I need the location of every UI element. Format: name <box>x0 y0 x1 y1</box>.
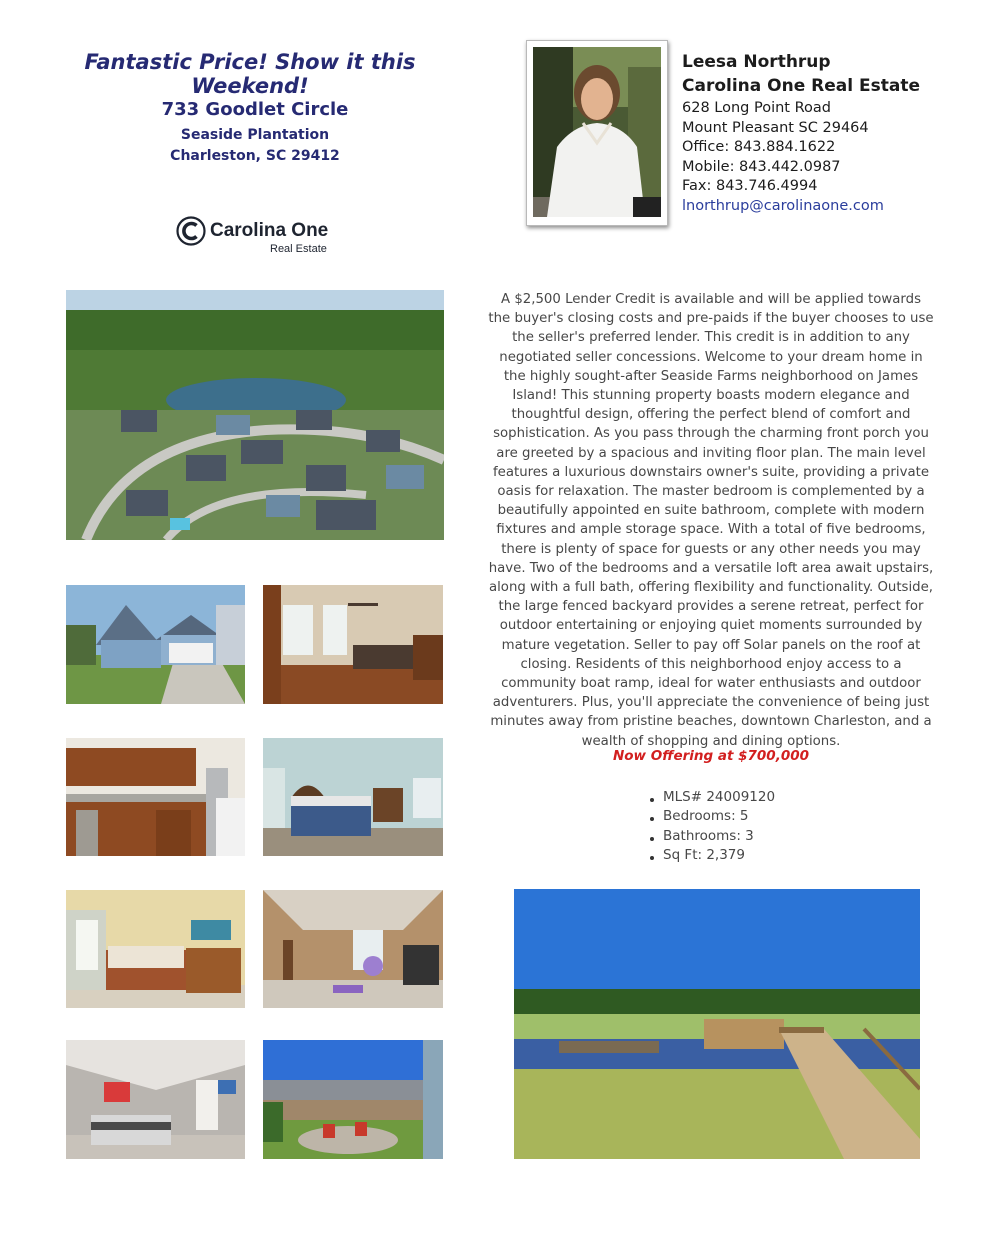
logo-subtitle: Real Estate <box>270 243 327 255</box>
agent-office-phone[interactable]: Office: 843.884.1622 <box>682 139 836 156</box>
agent-email-link[interactable]: lnorthrup@carolinaone.com <box>682 197 884 214</box>
agent-contact-block <box>682 50 982 217</box>
spec-bedrooms: Bedrooms: 5 <box>650 807 775 826</box>
aerial-photo <box>66 290 444 540</box>
carolina-one-logo <box>176 214 346 258</box>
kitchen-photo <box>66 738 245 856</box>
agent-portrait-frame <box>526 40 668 226</box>
agent-name: Leesa Northrup <box>682 52 831 72</box>
agent-city: Mount Pleasant SC 29464 <box>682 119 869 136</box>
spec-bathrooms: Bathrooms: 3 <box>650 827 775 846</box>
living-room-photo <box>263 585 443 704</box>
master-bedroom-photo <box>263 738 443 856</box>
agent-fax: Fax: 843.746.4994 <box>682 178 818 195</box>
listing-specs <box>650 788 775 865</box>
carolina-one-logo-icon <box>176 216 206 246</box>
agent-mobile-phone[interactable]: Mobile: 843.442.0987 <box>682 158 841 175</box>
agent-street: 628 Long Point Road <box>682 100 831 116</box>
spec-sqft: Sq Ft: 2,379 <box>650 846 775 865</box>
upstairs-bedroom-photo <box>66 1040 245 1159</box>
listing-price: Now Offering at $700,000 <box>612 748 810 764</box>
agent-portrait <box>533 47 661 217</box>
spec-mls: MLS# 24009120 <box>650 788 775 807</box>
property-address: 733 Goodlet Circle <box>161 99 349 120</box>
listing-description: A $2,500 Lender Credit is available and will be applied towards the buyer's closing costs and pre-paids if the buyer chooses to use the seller's preferred lender. This credit is in addition to any negotiated seller concessions. Welcome to your dream home in the highly sought-after Seaside Farms neighborhood on James Island! This stunning property boasts modern elegance and thoughtful design, offering the perfect blend of comfort and sophistication. As you pass through the charming front porch you are greeted by a spacious and inviting floor plan. The main level features a luxurious downstairs owner's suite, providing a private oasis for relaxation. The master bedroom is complemented by a beautifully appointed en suite bathroom, complete with modern fixtures and ample storage space. With a total of five bedrooms, there is plenty of space for guests or any other needs you may have. Two of the bedrooms and a versatile loft area await upstairs, along with a full bath, offering flexibility and functionality. Outside, the large fenced backyard provides a serene retreat, perfect for outdoor entertaining or enjoying quiet moments surrounded by mature vegetation. Seller to pay off Solar panels on the roof at closing. Residents of this neighborhood enjoy access to a community boat ramp, ideal for water enthusiasts and outdoor adventurers. Plus, you'll appreciate the convenience of being just minutes away from pristine beaches, downtown Charleston, and a wealth of shopping and dining options. <box>488 292 934 749</box>
bonus-room-photo <box>263 890 443 1008</box>
backyard-photo <box>263 1040 443 1159</box>
logo-name: Carolina One <box>210 220 329 241</box>
dock-photo <box>514 889 920 1159</box>
property-city: Charleston, SC 29412 <box>170 148 340 164</box>
headline: Fantastic Price! Show it this Weekend! <box>84 50 416 98</box>
front-exterior-photo <box>66 585 245 704</box>
bedroom-photo <box>66 890 245 1008</box>
agent-company: Carolina One Real Estate <box>682 76 920 96</box>
property-subdivision: Seaside Plantation <box>180 127 330 143</box>
